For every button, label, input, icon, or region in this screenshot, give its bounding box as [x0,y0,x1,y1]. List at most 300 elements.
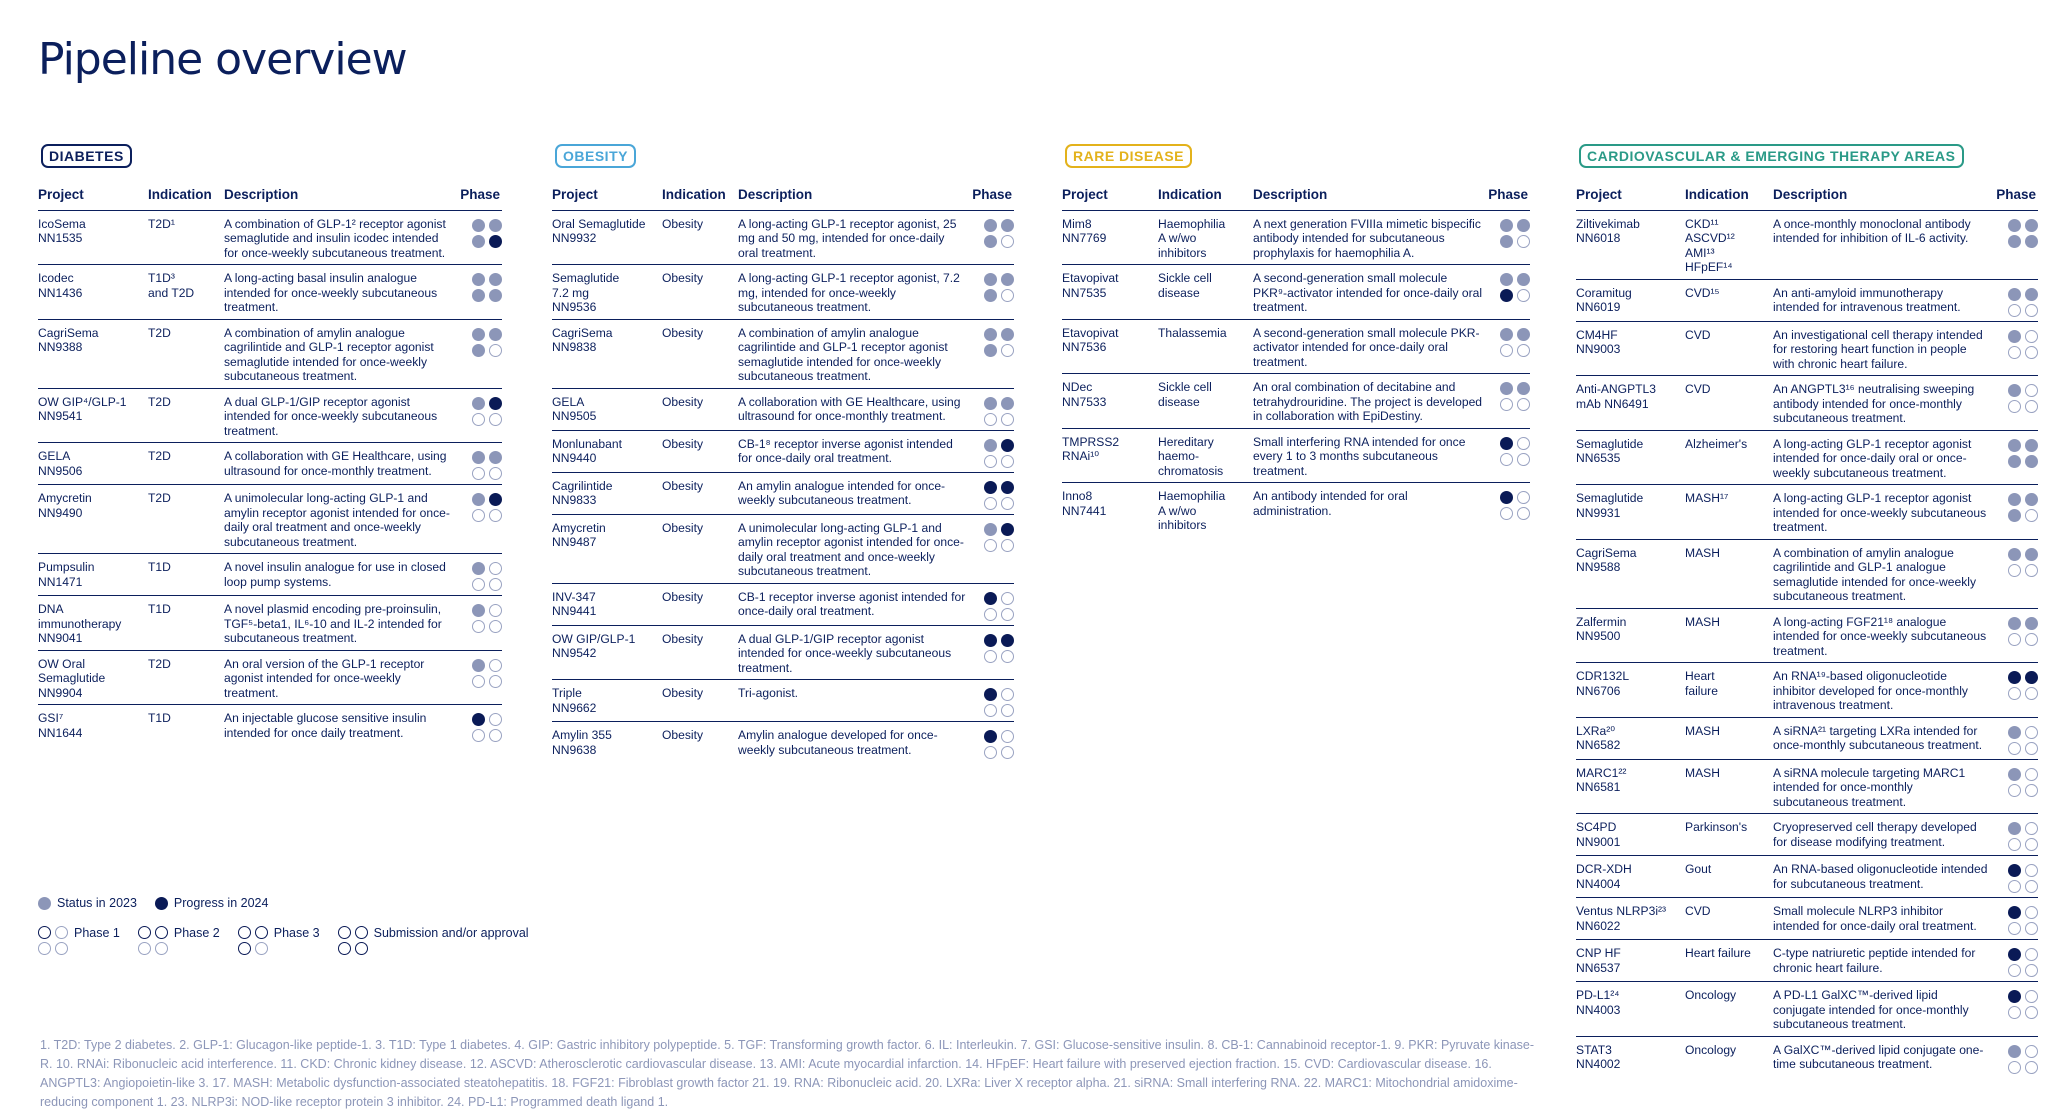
phase-cell [1996,663,2038,718]
phase-dots [460,604,502,633]
empty-dot-icon [1001,650,1014,663]
empty-dot-icon [472,467,485,480]
table-row [1576,717,2038,759]
empty-dot-icon [489,509,502,522]
indication-cell: Heart failure [1685,669,1718,698]
phase-cell [1996,856,2038,898]
project-cell: Coramitug NN6019 [1576,285,1632,314]
indication-cell: CVD [1685,382,1711,396]
empty-dot-icon [338,926,351,939]
status-dot-icon [2008,455,2021,468]
phase-dots [460,713,502,742]
empty-dot-icon [2025,564,2038,577]
phase-cell [460,388,502,443]
section-tag: RARE DISEASE [1065,144,1192,168]
phase-dots [1488,382,1530,411]
phase-dots [1996,548,2038,577]
table-row [1576,1036,2038,1078]
status-dot-icon [1517,219,1530,232]
indication-cell: Obesity [662,478,703,493]
phase-dots [1996,330,2038,359]
status-dot-icon [984,289,997,302]
status-dot-icon [472,273,485,286]
indication-cell: Gout [1685,862,1712,876]
description-cell: A combination of GLP-1² receptor agonist semaglutide and insulin icodec intended for once-weekly subcutaneous treatment. [224,216,446,260]
phase-dots [972,439,1014,468]
phase-cell [460,650,502,705]
status-dot-icon [489,328,502,341]
empty-dot-icon [2025,838,2038,851]
phase-dots [460,451,502,480]
status-dot-icon [1517,328,1530,341]
status-dot-icon [2008,330,2021,343]
description-cell: A long-acting FGF21¹⁸ analogue intended for once-weekly subcutaneous treatment. [1773,614,1987,658]
phase-cell [1488,428,1530,483]
phase-dots [1996,822,2038,851]
empty-dot-icon [2008,1006,2021,1019]
section-tag: DIABETES [41,144,132,168]
table-row [1576,814,2038,856]
empty-dot-icon [2025,880,2038,893]
empty-dot-icon [1001,746,1014,759]
legend-phase-label: Submission and/or approval [373,926,529,940]
phase-dots [972,397,1014,426]
project-cell: Amylin 355 NN9638 [552,728,612,757]
empty-dot-icon [2025,1061,2038,1074]
table-row [552,583,1014,625]
phase-dots [460,219,502,248]
status-dot-icon [2025,548,2038,561]
empty-dot-icon [2008,400,2021,413]
project-cell: LXRa²⁰ NN6582 [1576,723,1621,752]
status-dot-icon [489,451,502,464]
project-cell: Semaglutide 7.2 mg NN9536 [552,271,620,314]
status-dot-icon [472,328,485,341]
indication-cell: CVD¹⁵ [1685,285,1720,300]
indication-cell: T2D [148,325,171,340]
phase-cell [1996,321,2038,376]
phase-dots [972,328,1014,357]
phase-dots [972,634,1014,663]
indication-cell: T2D¹ [148,216,175,231]
phase-dots [138,926,168,955]
pipeline-table [38,188,502,746]
empty-dot-icon [489,713,502,726]
table-row [1576,279,2038,321]
indication-cell: MASH [1685,765,1720,780]
col-phase: Phase [460,188,502,210]
phase-dots [1996,617,2038,646]
section-obesity [552,144,1014,763]
description-cell: A second-generation small molecule PKR⁹-activator intended for once-daily oral treatment. [1253,271,1483,314]
phase-cell [1996,376,2038,431]
empty-dot-icon [2025,964,2038,977]
phase-cell [972,319,1014,388]
project-cell: Anti-ANGPTL3 mAb NN6491 [1576,382,1656,411]
phase-cell [460,265,502,320]
indication-cell: Obesity [662,728,703,742]
empty-dot-icon [2008,1061,2021,1074]
progress-dot-icon [2025,671,2038,684]
empty-dot-icon [472,729,485,742]
indication-cell: Obesity [662,589,703,604]
indication-cell: Haemophilia A w/wo inhibitors [1158,489,1226,532]
project-cell: CagriSema NN9388 [38,325,99,354]
indication-cell: Obesity [662,686,703,700]
table-row [1576,485,2038,540]
description-cell: A siRNA²¹ targeting LXRa intended for once-monthly subcutaneous treatment. [1773,723,1983,752]
project-cell: Amycretin NN9487 [552,520,606,549]
phase-dots [1996,219,2038,248]
status-dot-icon [2025,439,2038,452]
description-cell: An investigational cell therapy intended for restoring heart function in people with chronic heart failure. [1773,327,1983,371]
indication-cell: CVD [1685,904,1711,918]
description-cell: An RNA-based oligonucleotide intended for subcutaneous treatment. [1773,862,1988,891]
project-cell: IcoSema NN1535 [38,216,86,245]
phase-cell [1996,430,2038,485]
status-dot-icon [1001,219,1014,232]
empty-dot-icon [1500,507,1513,520]
empty-dot-icon [984,497,997,510]
legend-status-2023: Status in 2023 [57,896,137,910]
indication-cell: Oncology [1685,1042,1737,1057]
section-tag: OBESITY [555,144,636,168]
phase-dots [460,562,502,591]
empty-dot-icon [138,926,151,939]
empty-dot-icon [984,413,997,426]
phase-dots [1996,384,2038,413]
status-dot-icon [472,219,485,232]
status-dot-icon [472,289,485,302]
project-cell: Icodec NN1436 [38,271,83,300]
page-title: Pipeline overview [38,34,407,85]
progress-dot-icon [984,730,997,743]
table-row [38,650,502,705]
status-dot-icon [1500,235,1513,248]
status-dot-icon [472,562,485,575]
phase-dots [1996,948,2038,977]
empty-dot-icon [2008,880,2021,893]
progress-dot-icon [472,713,485,726]
empty-dot-icon [1001,497,1014,510]
phase-cell [1996,940,2038,982]
indication-cell: CVD [1685,327,1711,342]
phase-dots [1996,906,2038,935]
empty-dot-icon [2025,384,2038,397]
empty-dot-icon [138,942,151,955]
empty-dot-icon [238,926,251,939]
empty-dot-icon [1517,289,1530,302]
empty-dot-icon [1001,413,1014,426]
section-rare-disease [1062,144,1530,537]
empty-dot-icon [489,620,502,633]
empty-dot-icon [1500,398,1513,411]
section-tag: CARDIOVASCULAR & EMERGING THERAPY AREAS [1579,144,1964,168]
phase-cell [972,210,1014,265]
indication-cell: MASH [1685,723,1720,738]
phase-dots [972,730,1014,759]
empty-dot-icon [489,467,502,480]
description-cell: A dual GLP-1/GIP receptor agonist intended for once-weekly subcutaneous treatment. [738,631,952,675]
legend-progress-2024: Progress in 2024 [173,896,269,910]
empty-dot-icon [1001,704,1014,717]
empty-dot-icon [984,704,997,717]
status-dot-icon [984,328,997,341]
description-cell: An injectable glucose sensitive insulin intended for once daily treatment. [224,711,427,740]
empty-dot-icon [2025,330,2038,343]
table-row [38,265,502,320]
table-row [552,265,1014,320]
table-row [552,472,1014,514]
empty-dot-icon [55,942,68,955]
phase-cell [972,472,1014,514]
description-cell: A combination of amylin analogue cagrilintide and GLP-1 receptor agonist semaglutide intended for once-weekly subcutaneous treatment. [738,325,948,383]
phase-cell [460,554,502,596]
table-row [552,514,1014,583]
legend-phase [138,926,220,955]
phase-dots [238,926,268,955]
empty-dot-icon [155,926,168,939]
indication-cell: Oncology [1685,988,1737,1002]
status-dot-icon [1500,219,1513,232]
description-cell: An anti-amyloid immunotherapy intended for intravenous treatment. [1773,285,1961,314]
status-2023-dot-icon [38,897,51,910]
project-cell: DCR-XDH NN4004 [1576,862,1632,891]
status-dot-icon [1001,328,1014,341]
empty-dot-icon [2025,906,2038,919]
description-cell: C-type natriuretic peptide intended for chronic heart failure. [1773,946,1976,975]
table-row [1062,265,1530,320]
project-cell: CM4HF NN9003 [1576,327,1621,356]
empty-dot-icon [472,620,485,633]
project-cell: GELA NN9506 [38,449,83,478]
project-cell: Ventus NLRP3i²³ NN6022 [1576,904,1667,933]
description-cell: A combination of amylin analogue cagrilintide and GLP-1 analogue semaglutide intended for once-weekly subcutaneous treatment. [1773,545,1977,603]
project-cell: INV-347 NN9441 [552,589,597,618]
empty-dot-icon [1500,453,1513,466]
indication-cell: Thalassemia [1158,325,1227,340]
col-description: Description [1773,188,1996,210]
project-cell: OW GIP/GLP-1 NN9542 [552,631,636,660]
description-cell: Amylin analogue developed for once-weekly subcutaneous treatment. [738,728,938,757]
table-row [1062,374,1530,429]
empty-dot-icon [338,942,351,955]
phase-cell [972,514,1014,583]
empty-dot-icon [984,455,997,468]
phase-dots [972,688,1014,717]
description-cell: A siRNA molecule targeting MARC1 intended for once-monthly subcutaneous treatment. [1773,765,1966,809]
empty-dot-icon [2008,964,2021,977]
status-dot-icon [984,235,997,248]
project-cell: CagriSema NN9838 [552,325,613,354]
phase-dots [1996,671,2038,700]
project-cell: OW GIP⁴/GLP-1 NN9541 [38,394,127,423]
phase-dots [972,219,1014,248]
project-cell: Amycretin NN9490 [38,491,92,520]
description-cell: A once-monthly monoclonal antibody intended for inhibition of IL-6 activity. [1773,216,1971,245]
empty-dot-icon [2025,1045,2038,1058]
description-cell: A second-generation small molecule PKR-activator intended for once-daily oral treatment. [1253,325,1480,369]
table-row [552,722,1014,764]
empty-dot-icon [1500,344,1513,357]
phase-cell [972,625,1014,680]
col-phase: Phase [1488,188,1530,210]
description-cell: A long-acting GLP-1 receptor agonist, 7.2 mg, intended for once-weekly subcutaneous treatment. [738,271,960,314]
empty-dot-icon [1001,235,1014,248]
phase-cell [460,443,502,485]
phase-cell [460,596,502,651]
empty-dot-icon [2025,400,2038,413]
col-phase: Phase [972,188,1014,210]
empty-dot-icon [2008,784,2021,797]
status-dot-icon [984,397,997,410]
phase-cell [460,705,502,747]
legend-phase [338,926,529,955]
empty-dot-icon [489,413,502,426]
description-cell: A unimolecular long-acting GLP-1 and amylin receptor agonist intended for once-daily oral treatment and once-weekly subcutaneous treatment. [738,520,964,578]
project-cell: Etavopivat NN7535 [1062,271,1119,300]
indication-cell: Sickle cell disease [1158,271,1212,300]
legend-phase [238,926,320,955]
status-dot-icon [1500,273,1513,286]
empty-dot-icon [1001,592,1014,605]
indication-cell: T1D [148,711,171,725]
description-cell: A novel plasmid encoding pre-proinsulin, TGF⁵-beta1, IL⁶-10 and IL-2 intended for subcutaneous treatment. [224,602,442,645]
empty-dot-icon [2025,304,2038,317]
col-indication: Indication [1158,188,1253,210]
empty-dot-icon [984,608,997,621]
empty-dot-icon [355,942,368,955]
empty-dot-icon [1001,688,1014,701]
status-dot-icon [489,289,502,302]
phase-cell [1488,265,1530,320]
indication-cell: CKD¹¹ ASCVD¹² AMI¹³ HFpEF¹⁴ [1685,216,1735,274]
empty-dot-icon [984,650,997,663]
table-row [1576,982,2038,1037]
description-cell: A unimolecular long-acting GLP-1 and amylin receptor agonist intended for once-daily oral treatment and once-weekly subcutaneous treatment. [224,491,450,549]
progress-dot-icon [1500,491,1513,504]
col-indication: Indication [662,188,738,210]
empty-dot-icon [1517,235,1530,248]
phase-dots [1996,288,2038,317]
status-dot-icon [472,604,485,617]
table-row [1576,856,2038,898]
phase-dots [1996,1045,2038,1074]
description-cell: A combination of amylin analogue cagrilintide and GLP-1 receptor agonist semaglutide intended for once-weekly subcutaneous treatment. [224,325,434,383]
indication-cell: MASH¹⁷ [1685,491,1729,505]
phase-cell [460,210,502,265]
project-cell: CagriSema NN9588 [1576,545,1637,574]
status-dot-icon [2025,455,2038,468]
empty-dot-icon [489,675,502,688]
empty-dot-icon [472,509,485,522]
project-cell: MARC1²² NN6581 [1576,765,1627,794]
table-row [1576,376,2038,431]
empty-dot-icon [2025,864,2038,877]
indication-cell: Obesity [662,631,703,646]
description-cell: CB-1⁸ receptor inverse agonist intended for once-daily oral treatment. [738,436,953,465]
phase-cell [460,319,502,388]
status-dot-icon [2008,617,2021,630]
legend-phase-label: Phase 3 [273,926,320,940]
phase-dots [972,273,1014,302]
footnotes: 1. T2D: Type 2 diabetes. 2. GLP-1: Glucagon-like peptide-1. 3. T1D: Type 1 diabetes. 4. GIP: Gastric inhibitory polypeptide. 5. TGF: Transforming growth factor. 6. IL: Interleukin. 7. GSI: Glucose-sensitive insulin. 8. CB-1: Cannabinoid receptor-1. 9. PKR: Pyruvate kinase-R. 10. RNAi: Ribonucleic acid interference. 11. CKD: Chronic kidney disease. 12. ASCVD: Atherosclerotic cardiovascular disease. 13. AMI: Acute myocardial infarction. 14. HFpEF: Heart failure with preserved ejection fraction. 15. CVD: Cardiovascular disease. 16. ANGPTL3: Angiopoietin-like 3. 17. MASH: Metabolic dysfunction-associated steatohepatitis. 18. FGF21: Fibroblast growth factor 21. 19. RNA: Ribonucleic acid. 20. LXRa: Liver X receptor alpha. 21. siRNA: Small interfering RNA. 22. MARC1: Mitochondrial amidoxime-reducing component 1. 23. NLRP3i: NOD-like receptor protein 3 inhibitor. 24. PD-L1: Programmed death ligand 1. [40,1038,1535,1109]
status-dot-icon [1001,397,1014,410]
table-row [38,319,502,388]
status-dot-icon [984,523,997,536]
progress-dot-icon [2008,948,2021,961]
col-description: Description [1253,188,1488,210]
project-cell: Triple NN9662 [552,686,597,715]
phase-dots [972,592,1014,621]
description-cell: A long-acting GLP-1 receptor agonist intended for once-weekly subcutaneous treatment. [1773,491,1987,534]
empty-dot-icon [38,926,51,939]
description-cell: A novel insulin analogue for use in closed loop pump systems. [224,560,446,589]
phase-dots [1996,439,2038,468]
project-cell: Zalfermin NN9500 [1576,614,1627,643]
indication-cell: MASH [1685,545,1720,560]
project-cell: OW Oral Semaglutide NN9904 [38,656,106,700]
pipeline-table [552,188,1014,763]
phase-dots [38,926,68,955]
phase-dots [460,493,502,522]
empty-dot-icon [2025,509,2038,522]
phase-cell [1996,539,2038,608]
status-dot-icon [489,219,502,232]
table-row [552,210,1014,265]
empty-dot-icon [472,413,485,426]
progress-dot-icon [2008,671,2021,684]
empty-dot-icon [2008,633,2021,646]
indication-cell: Hereditary haemo- chromatosis [1158,434,1224,478]
legend-phase [38,926,120,955]
phase-dots [1996,864,2038,893]
project-cell: NDec NN7533 [1062,380,1107,409]
phase-dots [1488,437,1530,466]
indication-cell: Obesity [662,394,703,409]
empty-dot-icon [489,604,502,617]
empty-dot-icon [55,926,68,939]
project-cell: CDR132L NN6706 [1576,669,1630,698]
description-cell: Small interfering RNA intended for once every 1 to 3 months subcutaneous treatment. [1253,434,1466,478]
phase-dots [460,659,502,688]
table-row [1062,210,1530,265]
phase-dots [1996,493,2038,522]
empty-dot-icon [255,926,268,939]
phase-cell [1488,210,1530,265]
empty-dot-icon [984,746,997,759]
project-cell: GSI⁷ NN1644 [38,711,83,740]
progress-dot-icon [2008,990,2021,1003]
project-cell: Ziltivekimab NN6018 [1576,216,1640,245]
project-cell: Pumpsulin NN1471 [38,560,95,589]
description-cell: An oral version of the GLP-1 receptor agonist intended for once-weekly treatment. [224,656,425,700]
indication-cell: T2D [148,656,171,671]
status-dot-icon [1517,382,1530,395]
status-dot-icon [2008,822,2021,835]
table-row [38,596,502,651]
empty-dot-icon [2025,1006,2038,1019]
table-row [1576,898,2038,940]
col-indication: Indication [148,188,224,210]
status-dot-icon [2008,1045,2021,1058]
table-row [1576,210,2038,279]
empty-dot-icon [2025,922,2038,935]
phase-cell [460,485,502,554]
col-indication: Indication [1685,188,1773,210]
phase-cell [972,583,1014,625]
table-row [1576,940,2038,982]
